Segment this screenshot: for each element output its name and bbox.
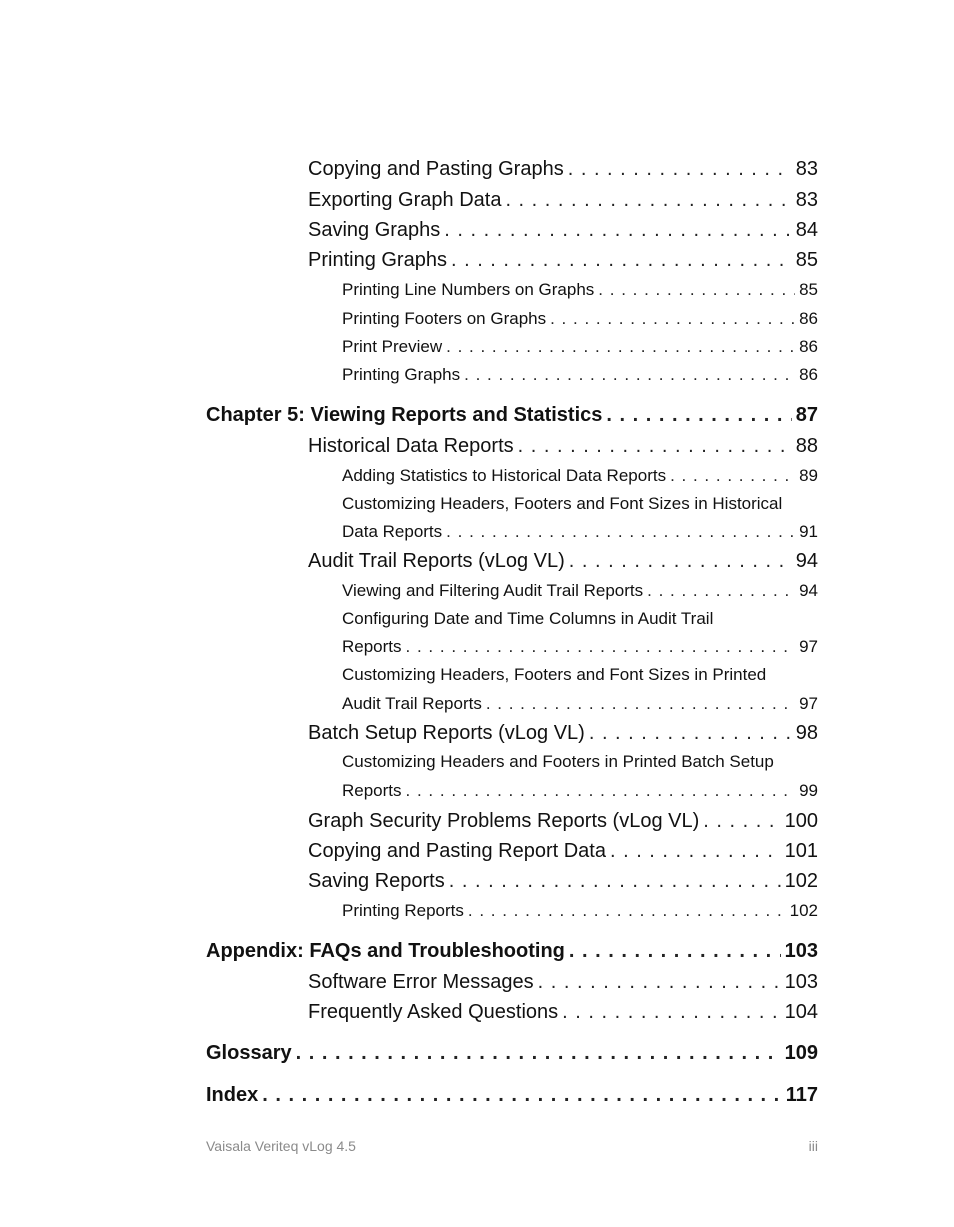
toc-entry-title-line1: Customizing Headers, Footers and Font Sizes in Historical (342, 494, 783, 513)
footer-page-number: iii (808, 1138, 818, 1154)
toc-entry (342, 309, 818, 329)
toc-entry (308, 971, 818, 994)
toc-chapter-entry (206, 404, 818, 427)
toc-entry-title: Printing Reports (342, 901, 464, 920)
toc-page-number: 102 (784, 870, 818, 892)
dot-leader (464, 365, 795, 385)
toc-entry-title: Glossary (206, 1042, 292, 1064)
dot-leader (569, 940, 781, 963)
dot-leader (538, 971, 781, 994)
toc-page-number: 97 (799, 694, 818, 713)
toc-entry-title: Appendix: FAQs and Troubleshooting (206, 940, 565, 962)
dot-leader (446, 337, 795, 357)
toc-glossary-entry (206, 1042, 818, 1065)
toc-entry-title: Reports (342, 781, 402, 800)
toc-entry-title-line1: Customizing Headers, Footers and Font Sizes in Printed (342, 665, 767, 684)
toc-page-number: 101 (784, 840, 818, 862)
dot-leader (406, 781, 796, 801)
toc-page-number: 86 (799, 309, 818, 328)
toc-entry (342, 581, 818, 601)
toc-page-number: 94 (795, 550, 818, 572)
toc-entry (308, 158, 818, 181)
toc-entry-title: Viewing and Filtering Audit Trail Reports (342, 581, 644, 600)
toc-page-number: 102 (789, 901, 818, 920)
toc-entry (342, 337, 818, 357)
dot-leader (451, 249, 792, 272)
toc-entry (342, 280, 818, 300)
dot-leader (703, 810, 780, 833)
toc-entry (342, 522, 818, 542)
toc-page-number: 103 (784, 971, 818, 993)
footer-product-name: Vaisala Veriteq vLog 4.5 (206, 1138, 356, 1154)
toc-entry-title: Exporting Graph Data (308, 189, 502, 211)
dot-leader (670, 466, 795, 486)
toc-entry-title: Printing Line Numbers on Graphs (342, 280, 595, 299)
dot-leader (568, 158, 792, 181)
toc-entry-title: Printing Footers on Graphs (342, 309, 547, 328)
toc-page-number: 91 (799, 522, 818, 541)
toc-entry (308, 189, 818, 212)
toc-entry (308, 249, 818, 272)
dot-leader (562, 1001, 780, 1024)
toc-page-number: 97 (799, 637, 818, 656)
dot-leader (610, 840, 781, 863)
toc-page-number: 85 (795, 249, 818, 271)
toc-page-number: 86 (799, 337, 818, 356)
toc-page-number: 87 (795, 404, 818, 426)
toc-entry (308, 435, 818, 458)
dot-leader (647, 581, 795, 601)
toc-entry-title: Adding Statistics to Historical Data Reports (342, 466, 667, 485)
toc-page-number: 94 (799, 581, 818, 600)
toc-index-entry (206, 1084, 818, 1107)
toc-entry (308, 219, 818, 242)
toc-entry-title: Printing Graphs (308, 249, 447, 271)
toc-entry (342, 466, 818, 486)
toc-entry (342, 901, 818, 921)
toc-entry (308, 722, 818, 745)
dot-leader (589, 722, 792, 745)
toc-page-number: 104 (784, 1001, 818, 1023)
toc-page-number: 83 (795, 189, 818, 211)
dot-leader (444, 219, 791, 242)
dot-leader (486, 694, 795, 714)
dot-leader (262, 1084, 781, 1107)
toc-entry-title: Saving Graphs (308, 219, 441, 241)
toc-entry (308, 1001, 818, 1024)
dot-leader (446, 522, 795, 542)
toc-page-number: 98 (795, 722, 818, 744)
toc-entry (308, 550, 818, 573)
toc-entry-title: Frequently Asked Questions (308, 1001, 559, 1023)
toc-page-number: 117 (785, 1084, 818, 1106)
toc-entry-title: Historical Data Reports (308, 435, 514, 457)
toc-page-number: 109 (784, 1042, 818, 1064)
toc-entry-title: Chapter 5: Viewing Reports and Statistics (206, 404, 603, 426)
toc-entry-title: Audit Trail Reports (vLog VL) (308, 550, 565, 572)
dot-leader (449, 870, 781, 893)
dot-leader (518, 435, 792, 458)
toc-page-number: 88 (795, 435, 818, 457)
toc-page-number: 85 (799, 280, 818, 299)
toc-entry-title: Reports (342, 637, 402, 656)
toc-entry-title: Copying and Pasting Report Data (308, 840, 606, 862)
toc-page-number: 100 (784, 810, 818, 832)
toc-entry-title: Print Preview (342, 337, 443, 356)
toc-page-number: 84 (795, 219, 818, 241)
toc-entry-title: Saving Reports (308, 870, 445, 892)
toc-page-number: 89 (799, 466, 818, 485)
toc-entry-title: Index (206, 1084, 259, 1106)
toc-entry (342, 694, 818, 714)
toc-entry-title: Audit Trail Reports (342, 694, 482, 713)
toc-page-number: 86 (799, 365, 818, 384)
toc-entry-title: Printing Graphs (342, 365, 461, 384)
toc-entry-title: Software Error Messages (308, 971, 534, 993)
toc-entry-title: Batch Setup Reports (vLog VL) (308, 722, 585, 744)
dot-leader (606, 404, 791, 427)
toc-page-number: 83 (795, 158, 818, 180)
toc-entry-title: Data Reports (342, 522, 443, 541)
toc-entry-title-line1: Customizing Headers and Footers in Printed Batch Setup (342, 752, 774, 771)
toc-page-number: 103 (784, 940, 818, 962)
toc-page-number: 99 (799, 781, 818, 800)
toc-entry (308, 840, 818, 863)
toc-entry-title: Graph Security Problems Reports (vLog VL) (308, 810, 700, 832)
dot-leader (598, 280, 795, 300)
toc-entry (342, 637, 818, 657)
toc-entry-title: Copying and Pasting Graphs (308, 158, 564, 180)
toc-entry (342, 365, 818, 385)
dot-leader (296, 1042, 781, 1065)
dot-leader (505, 189, 791, 212)
toc-entry (308, 870, 818, 893)
dot-leader (550, 309, 795, 329)
toc-appendix-entry (206, 940, 818, 963)
toc-entry (308, 810, 818, 833)
dot-leader (406, 637, 796, 657)
dot-leader (569, 550, 792, 573)
table-of-contents (206, 0, 818, 1120)
toc-entry-title-line1: Configuring Date and Time Columns in Audit Trail (342, 609, 714, 628)
dot-leader (468, 901, 786, 921)
toc-entry (342, 781, 818, 801)
